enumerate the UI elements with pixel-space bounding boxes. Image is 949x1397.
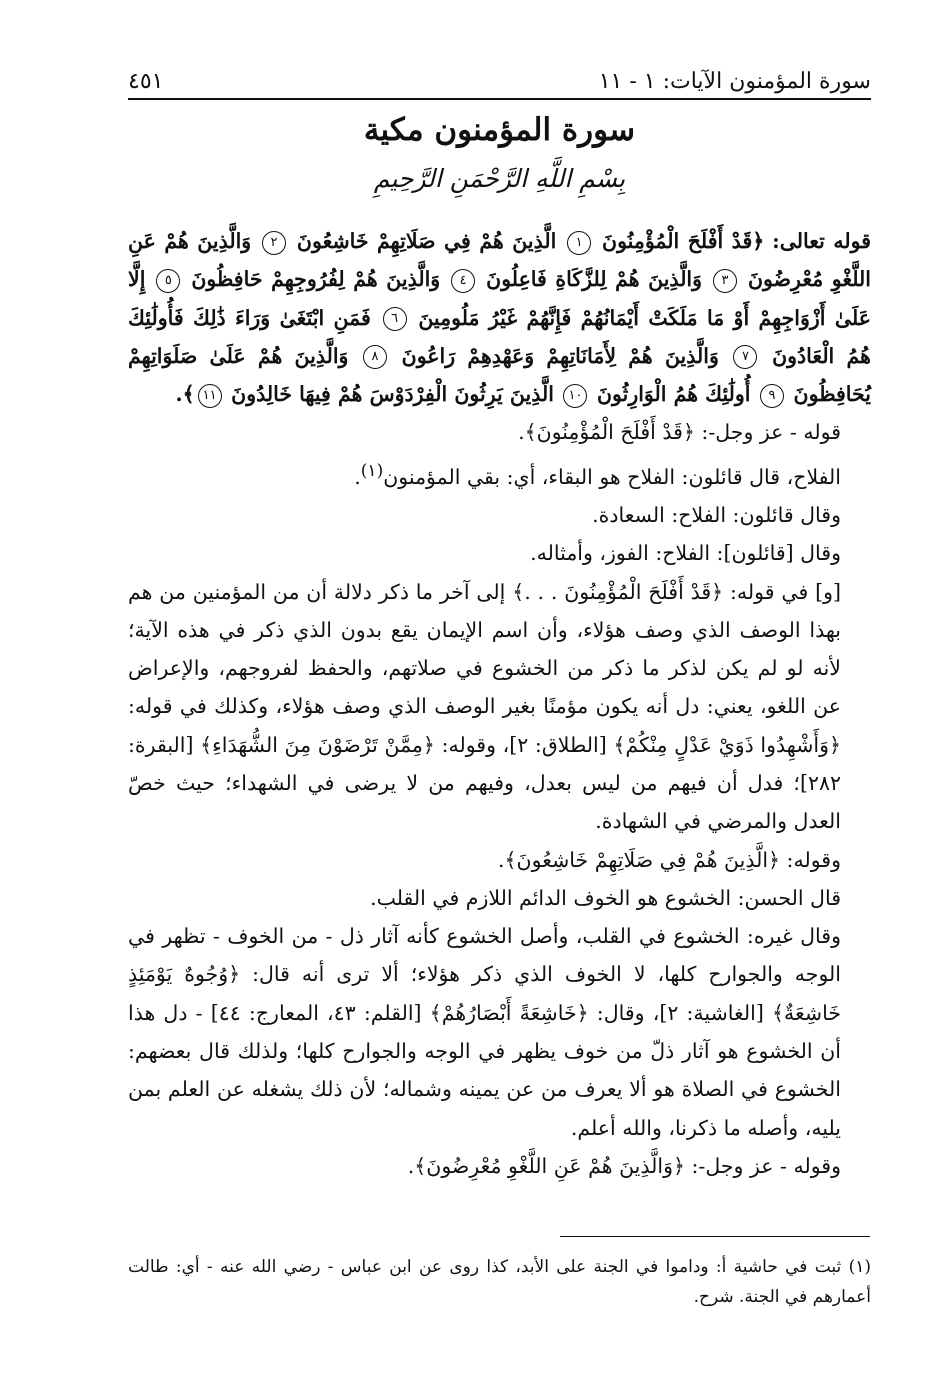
paragraph: قوله - عز وجل-: ﴿قَدْ أَفْلَحَ الْمُؤْمِنُونَ﴾.: [518, 420, 841, 445]
ayah-2: الَّذِينَ هُمْ فِي صَلَاتِهِمْ خَاشِعُونَ: [296, 229, 557, 253]
ayah-7: فَمَنِ ابْتَغَىٰ وَرَاءَ ذَٰلِكَ فَأُولَٰئِكَ هُمُ الْعَادُونَ: [128, 305, 871, 368]
ayat-end: ﴾.: [175, 382, 195, 407]
ayah-number-marker: ٩: [760, 384, 784, 408]
intro-label: قوله تعالى:: [772, 229, 871, 253]
header-title: سورة المؤمنون الآيات: ١ - ١١: [598, 69, 871, 94]
footnote: [128, 1252, 871, 1312]
ayah-8: وَالَّذِينَ هُمْ لِأَمَانَاتِهِمْ وَعَهْدِهِمْ رَاعُونَ: [401, 343, 719, 368]
ayah-10: أُولَٰئِكَ هُمُ الْوَارِثُونَ: [596, 382, 751, 407]
ayah-number-marker: ١١: [198, 384, 222, 408]
paragraph-text: الفلاح، قال قائلون: الفلاح هو البقاء، أي: بقي المؤمنون: [383, 464, 841, 489]
ayah-9: وَالَّذِينَ هُمْ عَلَىٰ صَلَوَاتِهِمْ يُحَافِظُونَ: [128, 343, 871, 407]
footnote-text: (١) ثبت في حاشية أ: وداموا في الجنة على الأبد، كذا روى عن ابن عباس - رضي الله عنه - أي: طالت أعمارهم في الجنة. شرح.: [128, 1257, 871, 1307]
paragraph: قال الحسن: الخشوع هو الخوف الدائم اللازم في القلب.: [370, 885, 841, 910]
ayat-block: [128, 222, 871, 413]
paragraph: وقوله: ﴿الَّذِينَ هُمْ فِي صَلَاتِهِمْ خَاشِعُونَ﴾.: [498, 847, 841, 872]
footnote-ref: (١): [360, 460, 384, 481]
paragraph: وقال قائلون: الفلاح: السعادة.: [592, 502, 841, 527]
ayah-11: الَّذِينَ يَرِثُونَ الْفِرْدَوْسَ هُمْ فِيهَا خَالِدُونَ: [231, 382, 554, 407]
ayah-number-marker: ١٠: [563, 384, 587, 408]
paragraph-end: .: [354, 464, 361, 489]
ayah-6: إِلَّا عَلَىٰ أَزْوَاجِهِمْ أَوْ مَا مَلَكَتْ أَيْمَانُهُمْ فَإِنَّهُمْ غَيْرُ مَلُومِينَ: [128, 267, 871, 330]
ayah-number-marker: ٤: [451, 269, 475, 293]
main-text: [128, 222, 871, 1185]
ayah-number-marker: ٣: [713, 269, 737, 293]
ayah-5: وَالَّذِينَ هُمْ لِفُرُوجِهِمْ حَافِظُونَ: [191, 267, 441, 292]
ayah-number-marker: ٨: [363, 345, 387, 369]
ayah-number-marker: ٥: [156, 269, 180, 293]
paragraph: [128, 452, 871, 496]
ayah-number-marker: ٧: [733, 345, 757, 369]
ayah-1: ﴿قَدْ أَفْلَحَ الْمُؤْمِنُونَ: [602, 229, 765, 253]
ayah-3: وَالَّذِينَ هُمْ عَنِ اللَّغْوِ مُعْرِضُونَ: [128, 229, 871, 292]
paragraph: وقال [قائلون]: الفلاح: الفوز، وأمثاله.: [530, 541, 841, 566]
ayah-number-marker: ٢: [262, 231, 286, 255]
ayah-number-marker: ٦: [383, 307, 407, 331]
paragraph: وقال غيره: الخشوع في القلب، وأصل الخشوع كأنه آثار ذل - من الخوف - تظهر في الوجه والجوارح كلها، لا الخوف الذي ذكر هؤلاء؛ ألا ترى أنه قال: ﴿وُجُوهٌ يَوْمَئِذٍ خَاشِعَةٌ﴾ [الغاشية: ٢]، وقال: ﴿خَاشِعَةً أَبْصَارُهُمْ﴾ [القلم: ٤٣، المعارج: ٤٤] - دل هذا أن الخشوع هو آثار ذلّ من خوف يظهر في الوجه والجوارح كلها؛ ولذلك قال بعضهم: الخشوع في الصلاة هو ألا يعرف من عن يمينه وشماله؛ لأن ذلك يشغله عن العلم بمن يليه، وأصله ما ذكرنا، والله أعلم.: [128, 924, 841, 1140]
footnote-separator: [560, 1236, 870, 1237]
paragraph: وقوله - عز وجل-: ﴿وَالَّذِينَ هُمْ عَنِ اللَّغْوِ مُعْرِضُونَ﴾.: [407, 1153, 841, 1178]
basmala: بِسْمِ اللَّهِ الرَّحْمَنِ الرَّحِيمِ: [373, 164, 626, 193]
ayah-number-marker: ١: [567, 231, 591, 255]
ayah-4: وَالَّذِينَ هُمْ لِلزَّكَاةِ فَاعِلُونَ: [486, 267, 703, 292]
page-number: ٤٥١: [128, 69, 164, 94]
running-header: [128, 58, 871, 100]
surah-title: سورة المؤمنون مكية: [363, 112, 636, 148]
paragraph: [و] في قوله: ﴿قَدْ أَفْلَحَ الْمُؤْمِنُونَ . . .﴾ إلى آخر ما ذكر دلالة أن من المؤمنين من هم بهذا الوصف الذي وصف هؤلاء، وأن اسم الإيمان يقع بدون الذي ذكر في هذه الآية؛ لأنه لو لم يكن لذكر ما ذكر من الخشوع في صلاتهم، والحفظ لفروجهم، والإعراض عن اللغو، يعني: دل أنه يكون مؤمنًا بغير الوصف الذي وصف هؤلاء، وكذلك في قوله: ﴿وَأَشْهِدُوا ذَوَيْ عَدْلٍ مِنْكُمْ﴾ [الطلاق: ٢]، وقوله: ﴿مِمَّنْ تَرْضَوْنَ مِنَ الشُّهَدَاءِ﴾ [البقرة: ٢٨٢]؛ فدل أن فيهم من ليس بعدل، وفيهم من لا يرضى في الشهداء؛ حيث خصّ العدل والمرضي في الشهادة.: [128, 579, 841, 834]
